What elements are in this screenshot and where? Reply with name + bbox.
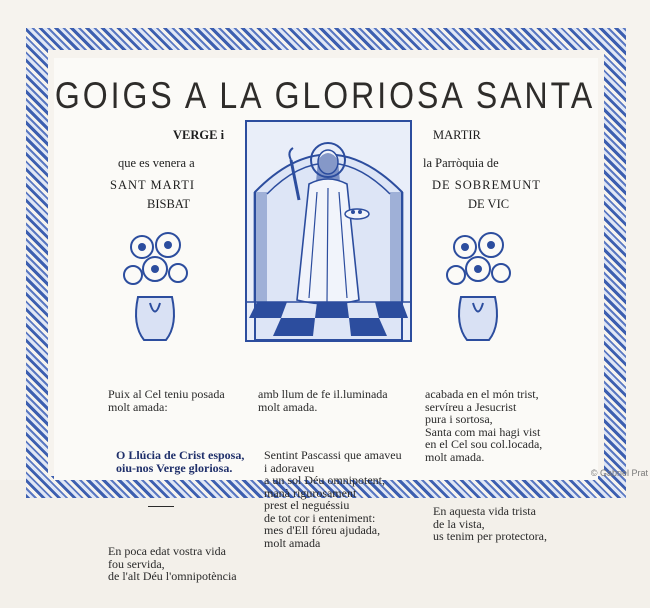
header-left-2: que es venera a — [118, 156, 195, 170]
saint-figure-icon — [247, 122, 410, 340]
verse-column-right — [425, 363, 547, 568]
header-left-4: BISBAT — [147, 197, 191, 211]
saint-lucia-woodcut — [245, 120, 412, 342]
verse-column-left — [108, 363, 244, 608]
header-left-1: VERGE i — [173, 128, 225, 142]
flower-vase-left-icon — [120, 225, 190, 345]
divider — [148, 506, 174, 507]
verse-stanza: En poca edat vostra vida fou servida, de l'alt Déu l'omnipotència — [108, 544, 237, 583]
header-right-4: DE VIC — [468, 197, 510, 211]
header-right-3: DE SOBREMUNT — [432, 178, 541, 192]
header-left-3: SANT MARTI — [110, 178, 196, 192]
refrain: O Llúcia de Crist esposa, oiu-nos Verge gloriosa. — [116, 448, 245, 475]
verse-stanza: amb llum de fe il.luminada molt amada. — [258, 387, 388, 414]
verse-stanza: Puix al Cel teniu posada molt amada: — [108, 387, 225, 414]
header-right-2: la Parròquia de — [423, 156, 499, 170]
verse-stanza: En aquesta vida trista de la vista, us tenim per protectora, — [433, 504, 547, 543]
verse-stanza: acabada en el món trist, servíreu a Jesucrist pura i sortosa, Santa com mai hagi vist en el Cel sou col.locada, molt amada. — [425, 387, 543, 464]
photo-credit: © Gabriel Prat — [590, 468, 648, 478]
page-title: GOIGS A LA GLORIOSA SANTA — [54, 74, 596, 116]
verse-column-middle — [258, 363, 402, 574]
flower-vase-right-icon — [443, 225, 513, 345]
verse-stanza: Sentint Pascassi que amaveu i adoraveu a un sol Déu omnipotent, manà rigurosament prest el neguéssiu de tot cor i enteniment: mes d'Ell fóreu ajudada, molt amada — [264, 448, 402, 550]
header-right-1: MARTIR — [433, 128, 481, 142]
